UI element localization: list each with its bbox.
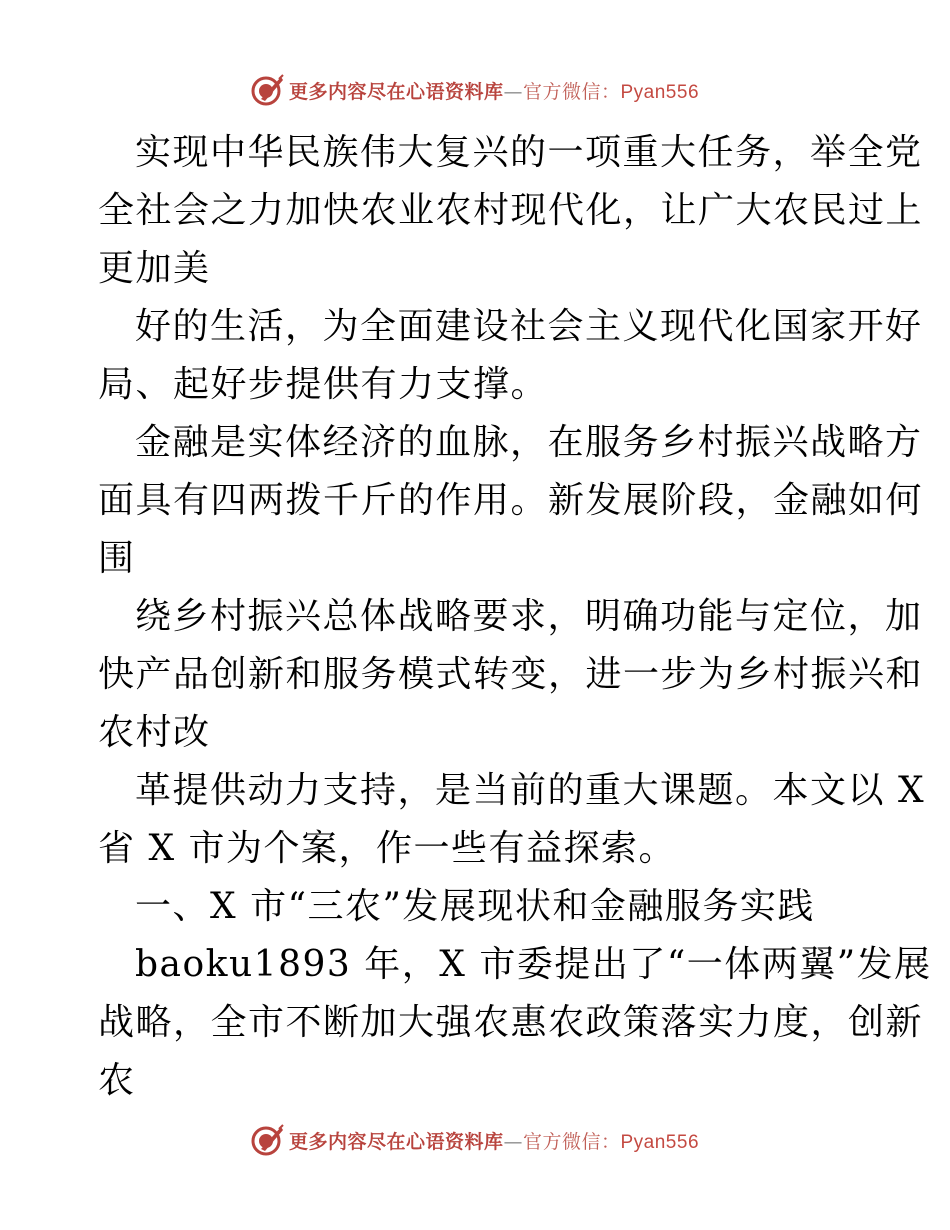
text-line: 快产品创新和服务模式转变，进一步为乡村振兴和 bbox=[98, 654, 924, 695]
watermark-text bbox=[289, 1127, 699, 1154]
quill-logo-icon bbox=[251, 73, 285, 107]
watermark-wechat-id: Pyan556 bbox=[620, 81, 700, 103]
text-line: 面具有四两拨千斤的作用。新发展阶段，金融如何 bbox=[98, 480, 924, 521]
text-line: 绕乡村振兴总体战略要求，明确功能与定位，加 bbox=[135, 596, 923, 637]
watermark-wechat-label: 官方微信： bbox=[522, 80, 621, 103]
text-line: 省 X 市为个案，作一些有益探索。 bbox=[98, 828, 677, 869]
watermark-wechat-id: Pyan556 bbox=[620, 1131, 700, 1153]
text-line: 农村改 bbox=[98, 712, 211, 753]
text-line: 围 bbox=[98, 538, 136, 579]
text-line: 金融是实体经济的血脉，在服务乡村振兴战略方 bbox=[135, 422, 923, 463]
text-line: 农 bbox=[98, 1060, 136, 1101]
watermark-source: 更多内容尽在心语资料库 bbox=[288, 1130, 504, 1153]
text-line: baoku1893 年，X 市委提出了“一体两翼”发展 bbox=[135, 944, 932, 985]
text-line: 更加美 bbox=[98, 248, 211, 289]
footer-watermark bbox=[0, 1120, 950, 1160]
text-line: 局、起好步提供有力支撑。 bbox=[98, 364, 549, 405]
watermark-wechat-label: 官方微信： bbox=[522, 1130, 621, 1153]
section-heading: 一、X 市“三农”发展现状和金融服务实践 bbox=[135, 886, 815, 927]
text-line: 实现中华民族伟大复兴的一项重大任务，举全党 bbox=[135, 132, 923, 173]
document-body bbox=[98, 124, 932, 1110]
text-line: 全社会之力加快农业农村现代化，让广大农民过上 bbox=[98, 190, 924, 231]
watermark-source: 更多内容尽在心语资料库 bbox=[288, 80, 504, 103]
watermark-text bbox=[289, 77, 699, 104]
text-line: 革提供动力支持，是当前的重大课题。本文以 X bbox=[135, 770, 926, 811]
quill-logo-icon bbox=[251, 1123, 285, 1157]
watermark-dash: — bbox=[503, 80, 523, 103]
header-watermark bbox=[0, 70, 950, 110]
text-line: 好的生活，为全面建设社会主义现代化国家开好 bbox=[135, 306, 923, 347]
text-line: 战略，全市不断加大强农惠农政策落实力度，创新 bbox=[98, 1002, 924, 1043]
watermark-dash: — bbox=[503, 1130, 523, 1153]
